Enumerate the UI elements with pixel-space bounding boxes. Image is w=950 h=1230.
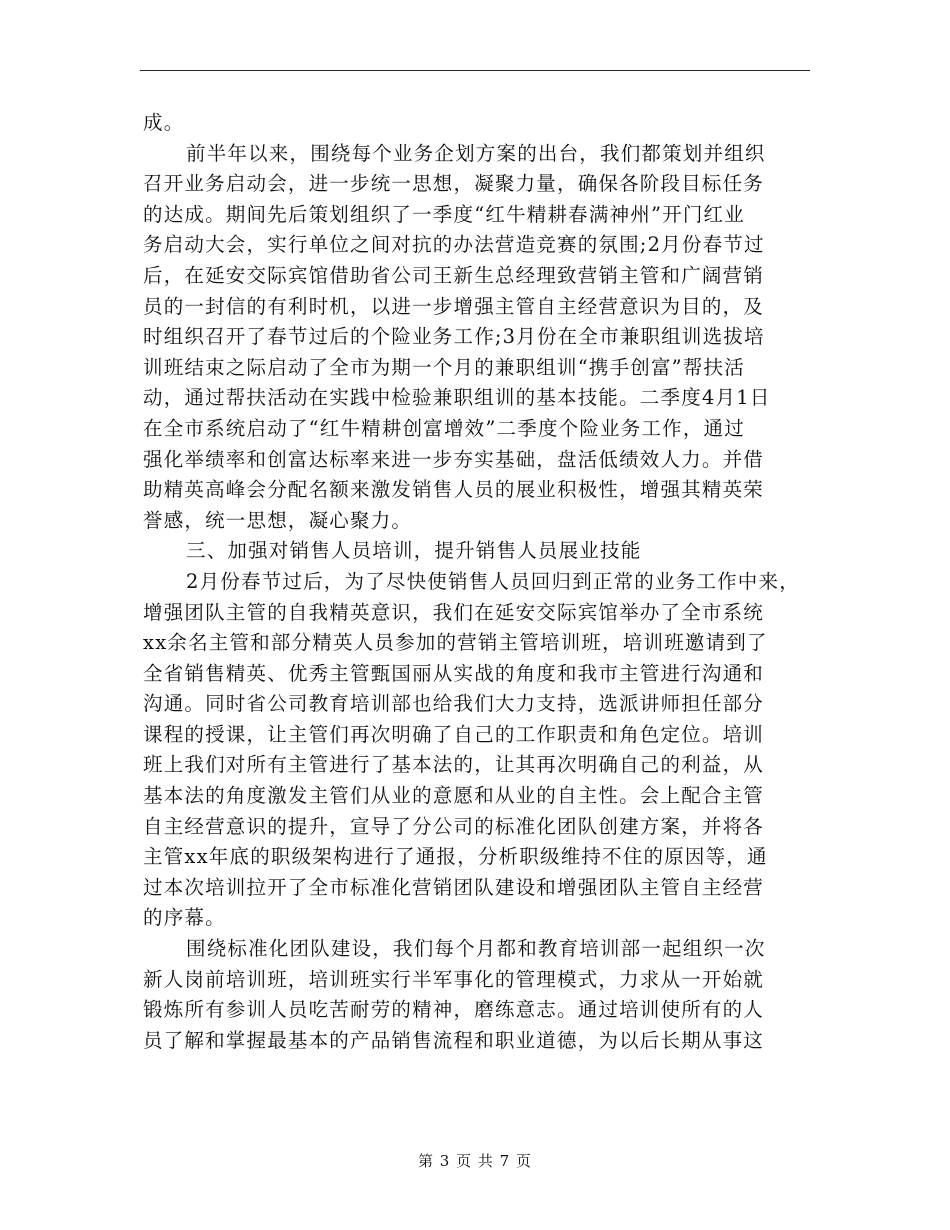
body-text-line: 助精英高峰会分配名额来激发销售人员的展业积极性，增强其精英荣 (143, 478, 765, 502)
body-text-line: 在全市系统启动了“红牛精耕创富增效”二季度个险业务工作，通过 (143, 416, 745, 440)
body-text-line: 召开业务启动会，进一步统一思想，凝聚力量，确保各阶段目标任务 (143, 172, 765, 196)
body-text-line: 锻炼所有参训人员吃苦耐劳的精神，磨练意志。通过培训使所有的人 (143, 998, 765, 1022)
body-text-line: 动，通过帮扶活动在实践中检验兼职组训的基本技能。二季度4月1日 (143, 386, 771, 410)
body-text-line: 全省销售精英、优秀主管甄国丽从实战的角度和我市主管进行沟通和 (143, 661, 765, 685)
body-text-line: 后，在延安交际宾馆借助省公司王新生总经理致营销主管和广阔营销 (143, 263, 765, 287)
body-text-line: 训班结束之际启动了全市为期一个月的兼职组训“携手创富”帮扶活 (143, 355, 745, 379)
document-body (143, 108, 803, 1056)
body-text-line: 的达成。期间先后策划组织了一季度“红牛精耕春满神州”开门红业 (143, 202, 745, 226)
body-text-line: 的序幕。 (143, 906, 226, 930)
body-text-line: 自主经营意识的提升，宣导了分公司的标准化团队创建方案，并将各 (143, 814, 765, 838)
header-rule (140, 70, 810, 71)
body-text-line: 员了解和掌握最基本的产品销售流程和职业道德，为以后长期从事这 (143, 1028, 765, 1052)
body-text-line: 基本法的角度激发主管们从业的意愿和从业的自主性。会上配合主管 (143, 784, 765, 808)
body-text-line: 员的一封信的有利时机，以进一步增强主管自主经营意识为目的，及 (143, 294, 765, 318)
body-text-line: 新人岗前培训班，培训班实行半军事化的管理模式，力求从一开始就 (143, 967, 765, 991)
body-text-line: 主管xx年底的职级架构进行了通报，分析职级维持不住的原因等，通 (143, 845, 768, 869)
body-text-line: 成。 (143, 111, 185, 134)
body-text-line: 增强团队主管的自我精英意识，我们在延安交际宾馆举办了全市系统 (143, 600, 765, 624)
body-text-line: 前半年以来，围绕每个业务企划方案的出台，我们都策划并组织 (186, 141, 766, 165)
body-text-line: 誉感，统一思想，凝心聚力。 (143, 508, 413, 532)
body-text-line: 三、加强对销售人员培训，提升销售人员展业技能 (186, 539, 642, 563)
body-text-line: 强化举绩率和创富达标率来进一步夯实基础，盘活低绩效人力。并借 (143, 447, 765, 471)
body-text-line: 课程的授课，让主管们再次明确了自己的工作职责和角色定位。培训 (143, 722, 765, 746)
body-text-line: 沟通。同时省公司教育培训部也给我们大力支持，选派讲师担任部分 (143, 692, 765, 716)
body-text-line: 围绕标准化团队建设，我们每个月都和教育培训部一起组织一次 (186, 937, 766, 961)
page-number-footer: 第 3 页 共 7 页 (418, 1152, 532, 1170)
body-text-line: 班上我们对所有主管进行了基本法的，让其再次明确自己的利益，从 (143, 753, 765, 777)
body-text-line: xx余名主管和部分精英人员参加的营销主管培训班，培训班邀请到了 (143, 631, 768, 655)
body-text-line: 过本次培训拉开了全市标准化营销团队建设和增强团队主管自主经营 (143, 875, 765, 899)
body-text-line: 务启动大会，实行单位之间对抗的办法营造竞赛的氛围;2月份春节过 (143, 233, 765, 257)
body-text-line: 时组织召开了春节过后的个险业务工作;3月份在全市兼职组训选拔培 (143, 325, 765, 349)
body-text-line: 2月份春节过后，为了尽快使销售人员回归到正常的业务工作中来， (186, 569, 800, 593)
